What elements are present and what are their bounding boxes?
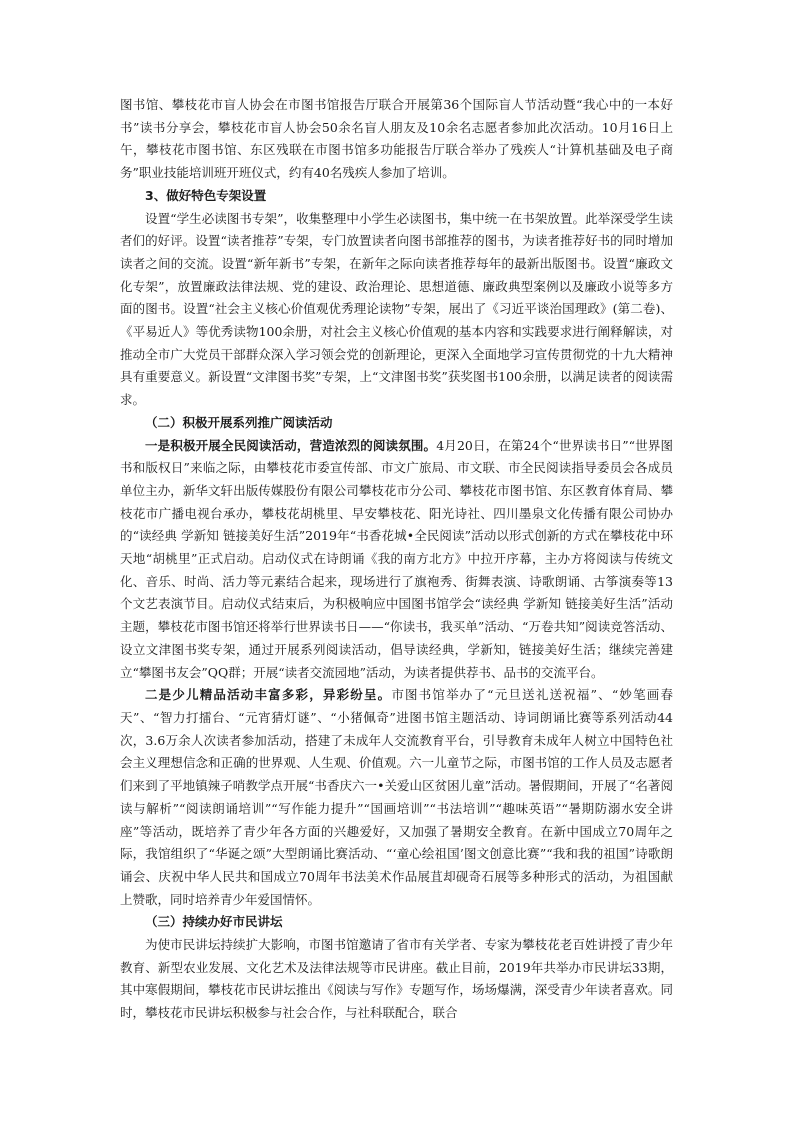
paragraph-body-national-reading: 4月20日，在第24个“世界读书日”“世界图书和版权日”来临之际，由攀枝花市委宣传部、市文广旅局、市文联、市全民阅读指导委员会各成员单位主办，新华文轩出版传媒股份有限公司攀枝花市分公司、攀枝花市图书馆、东区教育体育局、攀枝花市广播电视台承办，攀枝花胡桃里、早安攀枝花、阳光诗社、四川墨泉文化传播有限公司协办的“读经典 学新知 链接美好生活”2019年“书香花城•全民阅读”活动以形式创新的方式在攀枝花中环天地“胡桃里”正式启动。启动仪式在诗朗诵《我的南方北方》中拉开序幕，主办方将阅读与传统文化、音乐、时尚、活力等元素结合起来，现场进行了旗袍秀、街舞表演、诗歌朗诵、古筝演奏等13个文艺表演节目。启动仪式结束后，为积极响应中国图书馆学会“读经典 学新知 链接美好生活”活动主题，攀枝花市图书馆还将举行世界读书日——“你读书，我买单”活动、“万卷共知”阅读竞答活动、设立文津图书奖专架，通过开展系列阅读活动，倡导读经典，学新知，链接美好生活；继续完善建立“攀图书友会”QQ群；开展“读者交流园地”活动，为读者提供荐书、品书的交流平台。 xyxy=(120,437,673,680)
section-heading-citizen-forum: （三）持续办好市民讲坛 xyxy=(145,914,283,930)
paragraph-body-children-activities: 市图书馆举办了“元旦送礼送祝福”、“妙笔画春天”、“智力打擂台、“元宵猜灯谜”、“小猪佩奇”进图书馆主题活动、诗词朗诵比赛等系列活动44次，3.6万余人次读者参加活动，搭建了未成年人交流教育平台，引导教育未成年人树立中国特色社会主义理想信念和正确的世界观、人生观、价值观。六一儿童节之际，市图书馆的工作人员及志愿者们来到了平地镇辣子哨教学点开展“书香庆六一•关爱山区贫困儿童”活动。暑假期间，开展了“名著阅读与解析”“阅读朗诵培训”“写作能力提升”“国画培训”“书法培训”“趣味英语”“暑期防溺水安全讲座”等活动，既培养了青少年各方面的兴趣爱好，又加强了暑期安全教育。在新中国成立70周年之际，我馆组织了“华诞之颂”大型朗诵比赛活动、“‘童心绘祖国’图文创意比赛”“我和我的祖国”诗歌朗诵会、庆祝中华人民共和国成立70周年书法美术作品展苴却砚奇石展等多种形式的活动，为祖国献上赞歌，同时培养青少年爱国情怀。 xyxy=(120,687,673,907)
paragraph-citizen-forum: 为使市民讲坛持续扩大影响，市图书馆邀请了省市有关学者、专家为攀枝花老百姓讲授了青少年教育、新型农业发展、文化艺术及法律法规等市民讲座。截止目前，2019年共举办市民讲坛33期，其中寒假期间，攀枝花市民讲坛推出《阅读与写作》专题写作，场场爆满，深受青少年读者喜欢。同时，攀枝花市民讲坛积极参与社会合作，与社科联配合，联合 xyxy=(120,937,673,1021)
document-body xyxy=(120,94,673,1025)
paragraph-national-reading xyxy=(120,435,673,685)
section-heading-reading-activities: （二）积极开展系列推广阅读活动 xyxy=(145,414,333,430)
section-heading-special-shelves: 3、做好特色专架设置 xyxy=(145,187,267,203)
paragraph-continuation: 图书馆、攀枝花市盲人协会在市图书馆报告厅联合开展第36个国际盲人节活动暨“我心中的一本好书”读书分享会，攀枝花市盲人协会50余名盲人朋友及10余名志愿者参加此次活动。10月16日上午，攀枝花市图书馆、东区残联在市图书馆多功能报告厅联合举办了残疾人“计算机基础及电子商务”职业技能培训班开班仪式，约有40名残疾人参加了培训。 xyxy=(120,97,673,181)
paragraph-lead-children-activities: 二是少儿精品活动丰富多彩，异彩纷呈。 xyxy=(145,687,392,703)
paragraph-special-shelves: 设置“学生必读图书专架”，收集整理中小学生必读图书，集中统一在书架放置。此举深受学生读者们的好评。设置“读者推荐”专架，专门放置读者向图书部推荐的图书，为读者推荐好书的同时增加读者之间的交流。设置“新年新书”专架，在新年之际向读者推荐每年的最新出版图书。设置“廉政文化专架”，放置廉政法律法规、党的建设、政治理论、思想道德、廉政典型案例以及廉政小说等多方面的图书。设置“社会主义核心价值观优秀理论读物”专架，展出了《习近平谈治国理政》(第二卷)、《平易近人》等优秀读物100余册，对社会主义核心价值观的基本内容和实践要求进行阐释解读，对推动全市广大党员干部群众深入学习领会党的创新理论，更深入全面地学习宣传贯彻党的十九大精神具有重要意义。新设置“文津图书奖”专架，上“文津图书奖”获奖图书100余册，以满足读者的阅读需求。 xyxy=(120,210,673,408)
paragraph-children-activities xyxy=(120,684,673,911)
paragraph-lead-national-reading: 一是积极开展全民阅读活动，营造浓烈的阅读氛围。 xyxy=(145,437,437,453)
